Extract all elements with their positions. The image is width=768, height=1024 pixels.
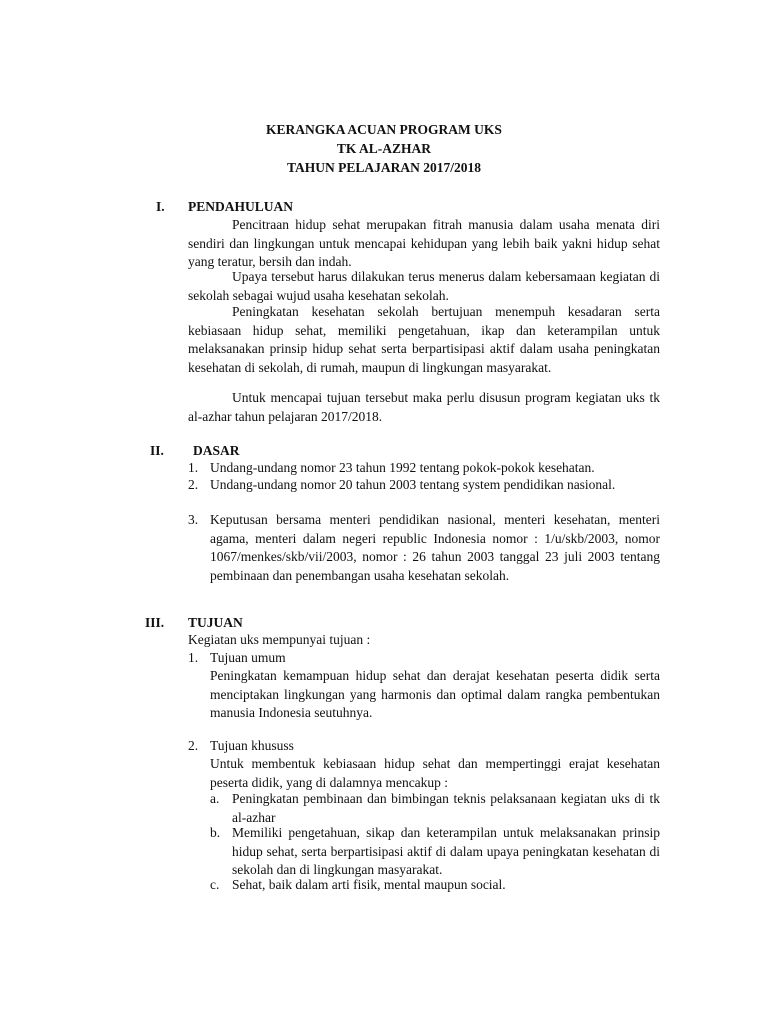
tujuan-sub-c-text: Sehat, baik dalam arti fisik, mental maupun social. — [232, 877, 506, 892]
dasar-item-2-number: 2. — [188, 477, 199, 492]
tujuan-item-2-number: 2. — [188, 738, 199, 753]
section-2-heading: DASAR — [193, 443, 240, 458]
tujuan-item-1-label: Tujuan umum — [210, 650, 286, 665]
document-subtitle-school: TK AL-AZHAR — [336, 141, 432, 156]
section-1-paragraph-4: Untuk mencapai tujuan tersebut maka perlu disusun program kegiatan uks tk al-azhar tahun pelajaran 2017/2018. — [188, 390, 660, 424]
dasar-item-1-text: Undang-undang nomor 23 tahun 1992 tentang pokok-pokok kesehatan. — [210, 460, 595, 475]
document-title: KERANGKA ACUAN PROGRAM UKS — [266, 122, 502, 137]
dasar-item-3-text: Keputusan bersama menteri pendidikan nasional, menteri kesehatan, menteri agama, menteri dalam negeri republic Indonesia nomor : 1/u/skb/2003, nomor 1067/menkes/skb/vii/2003, nomor : 26 tahun 2003 tanggal 23 juli 2003 tentang pembinaan dan penembangan usaha kesehatan sekolah. — [210, 512, 660, 583]
tujuan-item-2-label: Tujuan khususs — [210, 738, 294, 753]
section-1-paragraph-1: Pencitraan hidup sehat merupakan fitrah manusia dalam usaha menata diri sendiri dan lingkungan untuk mencapai kehidupan yang lebih baik yakni hidup sehat yang teratur, bersih dan indah. — [188, 217, 660, 270]
section-1-paragraph-3: Peningkatan kesehatan sekolah bertujuan menempuh kesadaran serta kebiasaan hidup sehat, memiliki pengetahuan, ikap dan keterampilan untuk melaksanakan prinsip hidup sehat serta berpartisipasi aktif dalam usaha peningkatan kesehatan di sekolah, di rumah, maupun di lingkungan masyarakat. — [188, 304, 660, 375]
dasar-item-3-number: 3. — [188, 512, 199, 527]
tujuan-item-1-text: Peningkatan kemampuan hidup sehat dan derajat kesehatan peserta didik serta menciptakan lingkungan yang harmonis dan optimal dalam rangka pembentukan manusia Indonesia seutuhnya. — [210, 668, 660, 721]
document-subtitle-year: TAHUN PELAJARAN 2017/2018 — [286, 160, 481, 175]
section-1-heading: PENDAHULUAN — [188, 199, 294, 214]
section-1-paragraph-2: Upaya tersebut harus dilakukan terus menerus dalam kebersamaan kegiatan di sekolah sebagai wujud usaha kesehatan sekolah. — [188, 269, 660, 303]
tujuan-sub-a-text: Peningkatan pembinaan dan bimbingan teknis pelaksanaan kegiatan uks di tk al-azhar — [232, 791, 660, 825]
tujuan-item-1-number: 1. — [188, 650, 199, 665]
dasar-item-1-number: 1. — [188, 460, 199, 475]
tujuan-sub-b-letter: b. — [210, 825, 221, 840]
section-3-heading: TUJUAN — [188, 615, 243, 630]
section-3-number: III. — [145, 615, 165, 630]
tujuan-sub-a-letter: a. — [210, 791, 220, 806]
tujuan-item-2-text: Untuk membentuk kebiasaan hidup sehat dan mempertinggi erajat kesehatan peserta didik, yang di dalamnya mencakup : — [210, 756, 660, 790]
dasar-item-2-text: Undang-undang nomor 20 tahun 2003 tentang system pendidikan nasional. — [210, 477, 616, 492]
section-1-number: I. — [156, 199, 165, 214]
tujuan-sub-c-letter: c. — [210, 877, 220, 892]
section-3-intro: Kegiatan uks mempunyai tujuan : — [188, 632, 371, 647]
section-2-number: II. — [150, 443, 164, 458]
tujuan-sub-b-text: Memiliki pengetahuan, sikap dan keterampilan untuk melaksanakan prinsip hidup sehat, serta berpartisipasi aktif di dalam upaya peningkatan kesehatan di sekolah dan di lingkungan masyarakat. — [232, 825, 660, 878]
